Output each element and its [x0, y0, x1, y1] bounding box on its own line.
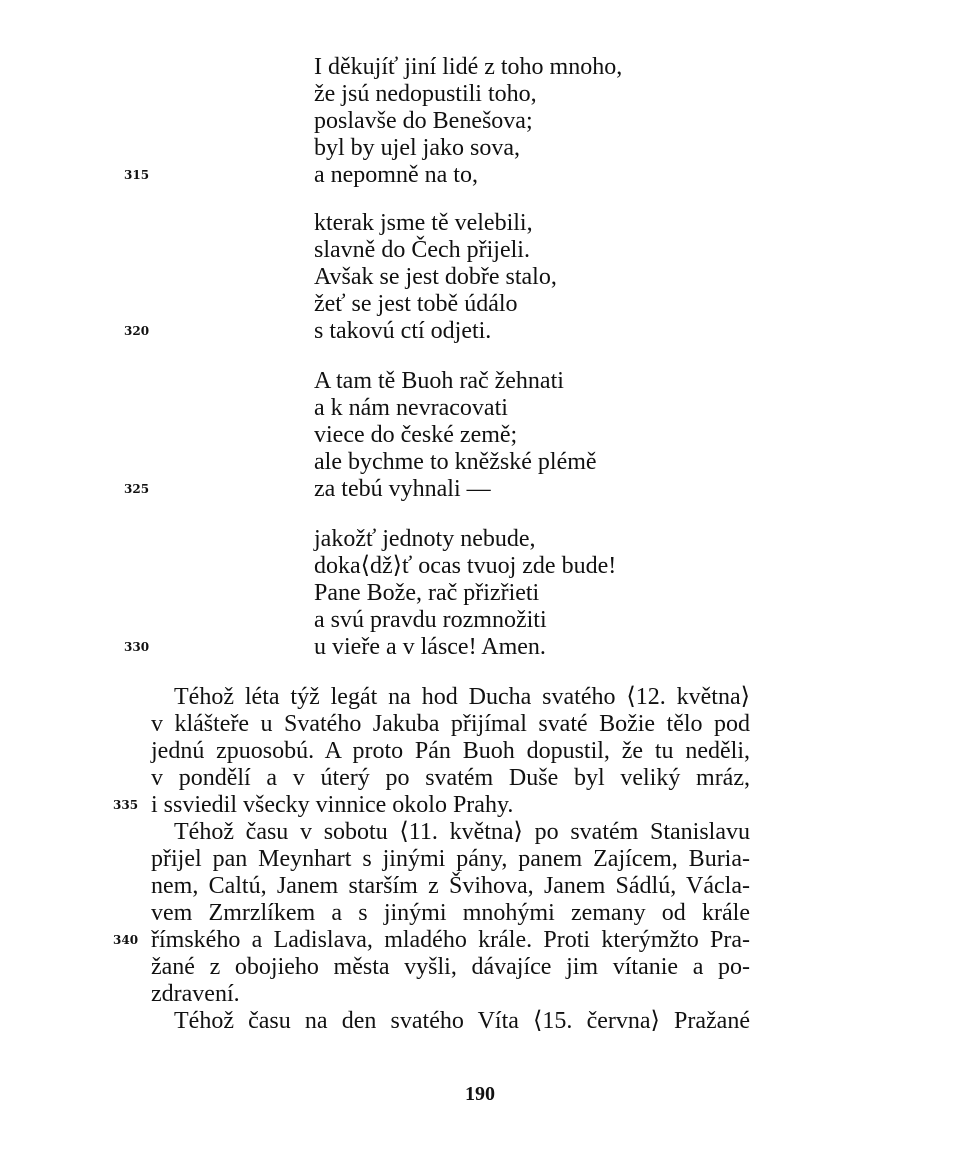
prose-line: Téhož času na den svatého Víta ⟨15. června⟩ Pražané [174, 1008, 750, 1034]
verse-line: a svú pravdu rozmnožiti [314, 607, 547, 633]
verse-line: Pane Bože, rač přizřieti [314, 580, 540, 606]
line-number: 335 [113, 798, 139, 812]
line-number: 320 [124, 324, 150, 338]
verse-line: kterak jsme tě velebili, [314, 210, 533, 236]
prose-line: i ssviedil všecky vinnice okolo Prahy. [151, 792, 514, 818]
line-number: 340 [113, 933, 139, 947]
prose-line: v klášteře u Svatého Jakuba přijímal svaté Božie tělo pod [151, 711, 750, 737]
verse-line: žeť se jest tobě údálo [314, 291, 518, 317]
verse-line: že jsú nedopustili toho, [314, 81, 537, 107]
verse-line: s takovú ctí odjeti. [314, 318, 492, 344]
prose-line: přijel pan Meynhart s jinými pány, panem Zajícem, Buria- [151, 846, 750, 872]
verse-line: slavně do Čech přijeli. [314, 237, 530, 263]
line-number: 315 [124, 168, 150, 182]
prose-line: zdravení. [151, 981, 240, 1007]
verse-line: viece do české země; [314, 422, 518, 448]
line-number: 325 [124, 482, 150, 496]
prose-line: žané z obojieho města vyšli, dávajíce jim vítanie a po- [151, 954, 750, 980]
verse-line: ale bychme to kněžské plémě [314, 449, 597, 475]
verse-line: u vieře a v lásce! Amen. [314, 634, 546, 660]
prose-line: v pondělí a v úterý po svatém Duše byl veliký mráz, [151, 765, 750, 791]
verse-line: Avšak se jest dobře stalo, [314, 264, 557, 290]
verse-line: za tebú vyhnali — [314, 476, 491, 502]
verse-line: a nepomně na to, [314, 162, 478, 188]
verse-line: doka⟨dž⟩ť ocas tvuoj zde bude! [314, 553, 617, 579]
verse-line: a k nám nevracovati [314, 395, 508, 421]
prose-line: vem Zmrzlíkem a s jinými mnohými zemany od krále [151, 900, 750, 926]
verse-line: byl by ujel jako sova, [314, 135, 520, 161]
prose-line: nem, Caltú, Janem starším z Švihova, Janem Sádlú, Václa- [151, 873, 750, 899]
page-number: 190 [465, 1083, 495, 1105]
verse-line: jakožť jednoty nebude, [314, 526, 536, 552]
prose-line: římského a Ladislava, mladého krále. Proti kterýmžto Pra- [151, 927, 750, 953]
verse-line: A tam tě Buoh rač žehnati [314, 368, 564, 394]
prose-line: Téhož času v sobotu ⟨11. května⟩ po svatém Stanislavu [174, 819, 750, 845]
prose-line: Téhož léta týž legát na hod Ducha svatého ⟨12. května⟩ [174, 684, 750, 710]
prose-line: jednú zpuosobú. A proto Pán Buoh dopustil, že tu neděli, [151, 738, 750, 764]
verse-line: poslavše do Benešova; [314, 108, 533, 134]
verse-line: I děkujíť jiní lidé z toho mnoho, [314, 54, 623, 80]
line-number: 330 [124, 640, 150, 654]
